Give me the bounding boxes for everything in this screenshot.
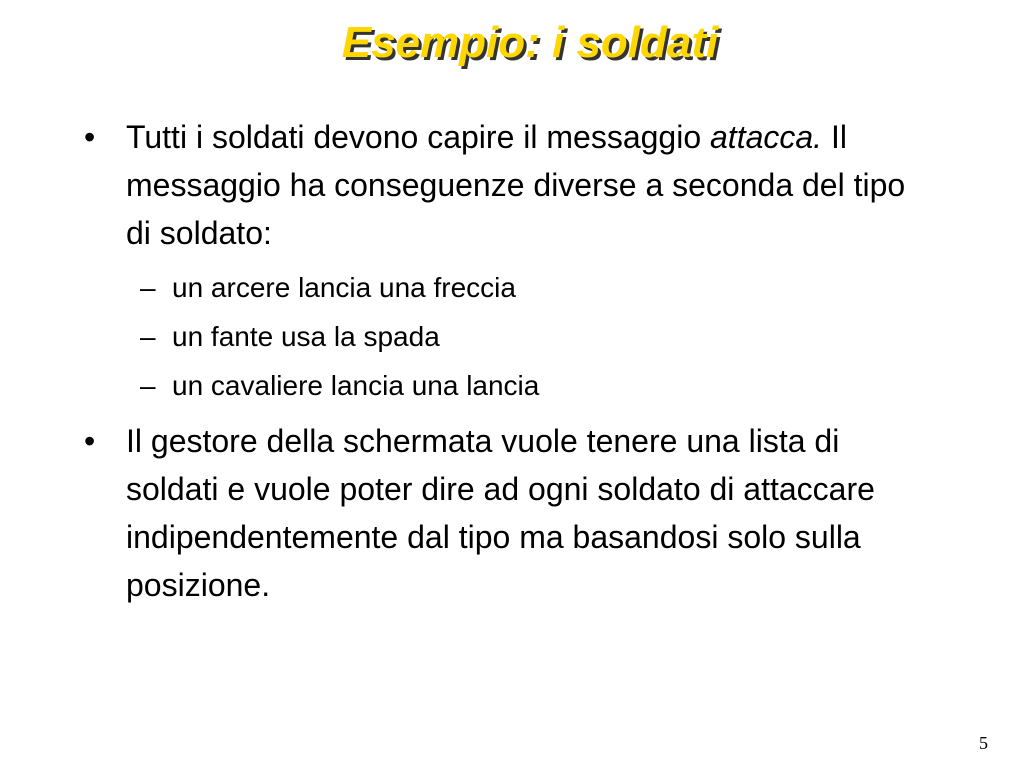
subbullet-text: un arcere lancia una freccia (172, 272, 516, 303)
dash-marker: – (140, 321, 156, 352)
dash-marker: – (140, 370, 156, 401)
bullet-marker: • (84, 423, 96, 459)
slide-title: Esempio: i soldati (341, 18, 719, 67)
subbullet-text: un cavaliere lancia una lancia (172, 370, 540, 401)
subbullet-item (140, 316, 914, 358)
subbullet-item (140, 365, 914, 407)
bullet-marker: • (84, 119, 96, 155)
page-number: 5 (979, 733, 988, 753)
subbullet-text: un fante usa la spada (172, 321, 440, 352)
bullet-text: Il gestore della schermata vuole tenere una lista di soldati e vuole poter dire ad ogni soldato di attaccare indipendentemente dal tipo ma basandosi solo sulla posizione. (126, 423, 875, 603)
dash-marker: – (140, 272, 156, 303)
bullet-text-continued: Il messaggio ha conseguenze diverse a seconda del tipo di soldato: (126, 119, 906, 251)
slide-content (84, 113, 914, 609)
subbullet-list (84, 267, 914, 407)
bullet-item (84, 113, 914, 257)
subbullet-item (140, 267, 914, 309)
bullet-emphasis: attacca. (710, 119, 823, 155)
bullet-text: Tutti i soldati devono capire il messaggio (126, 119, 702, 155)
bullet-item (84, 417, 914, 609)
